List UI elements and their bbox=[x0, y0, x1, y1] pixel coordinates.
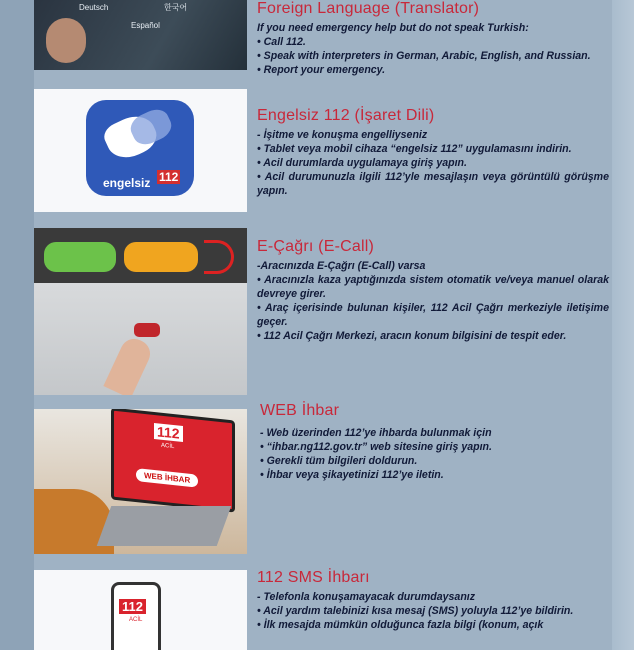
screen-acil: ACİL bbox=[161, 442, 175, 451]
web-ihbar-image bbox=[34, 409, 247, 554]
language-label: Deutsch bbox=[79, 3, 109, 12]
section-ecall bbox=[257, 238, 609, 343]
section-line: If you need emergency help but do not speak Turkish: bbox=[257, 22, 529, 34]
section-title: WEB İhbar bbox=[260, 402, 340, 419]
section-engelsiz bbox=[257, 107, 609, 198]
left-band bbox=[0, 0, 34, 650]
language-label: 한국어 bbox=[164, 3, 188, 12]
sms-image bbox=[34, 570, 247, 650]
section-line: • Acil yardım talebinizi kısa mesaj (SMS) yoluyla 112’ye bildirin. bbox=[257, 605, 574, 617]
green-car bbox=[44, 242, 116, 272]
finger-shape bbox=[103, 334, 154, 395]
translator-image bbox=[34, 0, 247, 70]
phone-acil: ACİL bbox=[129, 617, 143, 623]
app-112-badge: 112 bbox=[159, 170, 179, 184]
section-line: • Acil durumlarda uygulamaya giriş yapın. bbox=[257, 157, 467, 169]
section-line: • İlk mesajda mümkün olduğunca fazla bilgi (konum, açık bbox=[257, 619, 544, 631]
section-title: E-Çağrı (E-Call) bbox=[257, 238, 374, 255]
section-line: - Telefonla konuşamayacak durumdaysanız bbox=[257, 591, 476, 603]
section-web-ihbar bbox=[260, 402, 612, 482]
section-title: 112 SMS İhbarı bbox=[257, 569, 370, 586]
language-label: Español bbox=[131, 21, 160, 30]
section-line: • Speak with interpreters in German, Arabic, English, and Russian. bbox=[257, 50, 591, 62]
right-band bbox=[612, 0, 634, 650]
sos-button bbox=[134, 323, 160, 337]
laptop-keyboard bbox=[97, 506, 232, 546]
app-icon bbox=[86, 100, 194, 196]
section-line: • Araç içerisinde bulunan kişiler, 112 Acil Çağrı merkeziyle iletişime geçer. bbox=[257, 302, 609, 328]
section-title: Foreign Language (Translator) bbox=[257, 0, 480, 17]
section-line: • Aracınızla kaza yaptığınızda sistem otomatik ve/veya manuel olarak devreye girer. bbox=[257, 274, 609, 300]
laptop-screen bbox=[111, 409, 235, 513]
engelsiz-app-image bbox=[34, 89, 247, 212]
screen-web-ihbar: WEB İHBAR bbox=[136, 468, 198, 488]
section-title: Engelsiz 112 (İşaret Dili) bbox=[257, 107, 435, 124]
phone-112: 112 bbox=[119, 599, 146, 614]
signal-icon bbox=[204, 240, 234, 274]
section-line: • Report your emergency. bbox=[257, 64, 386, 76]
yellow-car bbox=[124, 242, 198, 272]
section-sms bbox=[257, 569, 609, 632]
section-line: -Aracınızda E-Çağrı (E-Call) varsa bbox=[257, 260, 426, 272]
section-line: • Gerekli tüm bilgileri doldurun. bbox=[260, 455, 418, 467]
section-line: • Call 112. bbox=[257, 36, 306, 48]
hand-shape bbox=[46, 18, 86, 63]
screen-112: 112 bbox=[154, 423, 183, 442]
section-translator bbox=[257, 0, 609, 77]
section-line: • Tablet veya mobil cihaza “engelsiz 112” uygulamasını indirin. bbox=[257, 143, 572, 155]
section-line: • İhbar veya şikayetinizi 112’ye iletin. bbox=[260, 469, 444, 481]
section-line: - Web üzerinden 112’ye ihbarda bulunmak için bbox=[260, 427, 492, 439]
phone bbox=[111, 582, 161, 650]
section-line: - İşitme ve konuşma engelliyseniz bbox=[257, 129, 428, 141]
section-line: • Acil durumunuzla ilgili 112’yle mesajlaşın veya görüntülü görüşme yapın. bbox=[257, 171, 609, 197]
app-name: engelsiz bbox=[103, 176, 151, 190]
section-line: • 112 Acil Çağrı Merkezi, aracın konum bilgisini de tespit eder. bbox=[257, 330, 567, 342]
ecall-image bbox=[34, 228, 247, 395]
section-line: • “ihbar.ng112.gov.tr” web sitesine giriş yapın. bbox=[260, 441, 492, 453]
